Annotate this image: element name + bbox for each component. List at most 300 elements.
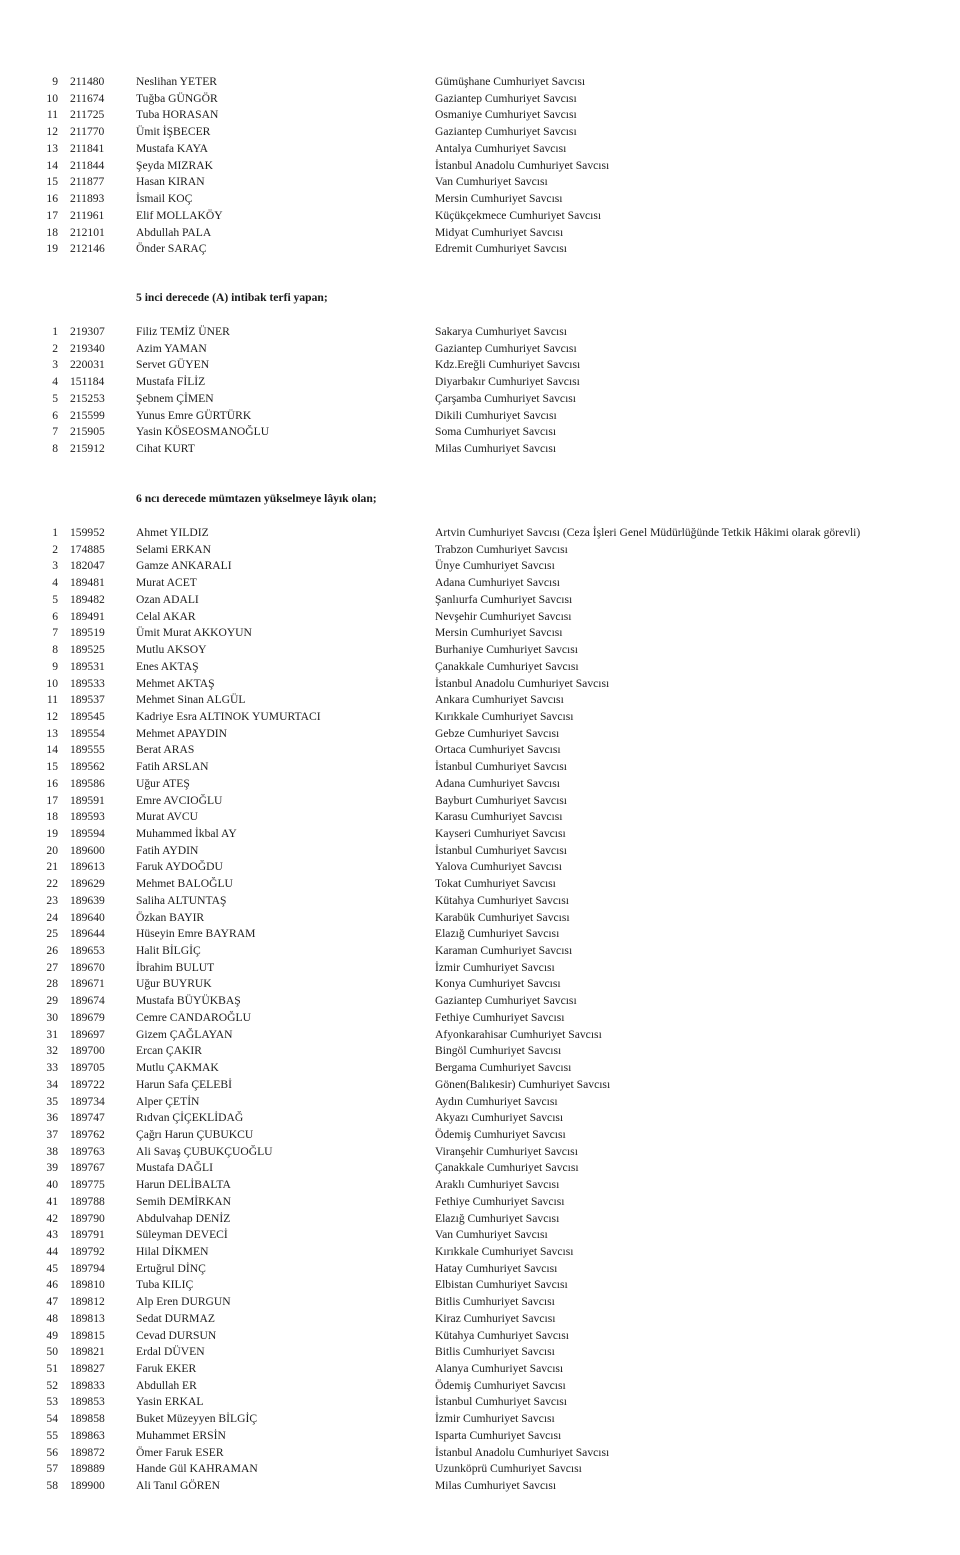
person-name: Mutlu AKSOY <box>136 643 207 656</box>
person-name: Ahmet YILDIZ <box>136 526 209 539</box>
row-number: 12 <box>46 125 58 139</box>
row-number: 36 <box>46 1111 58 1125</box>
duty-station: Viranşehir Cumhuriyet Savcısı <box>435 1144 578 1158</box>
row-number: 16 <box>46 192 58 205</box>
sicil-number: 159952 <box>70 526 105 539</box>
sicil-number: 182047 <box>70 559 105 573</box>
person-name: Berat ARAS <box>136 743 195 757</box>
sicil-number: 189594 <box>70 827 105 840</box>
row-number: 10 <box>46 91 58 105</box>
row-number: 38 <box>46 1144 58 1158</box>
sicil-number: 189833 <box>70 1378 105 1392</box>
duty-station: Elazığ Cumhuriyet Savcısı <box>435 1211 560 1225</box>
person-name: Özkan BAYIR <box>136 910 205 924</box>
row-number: 19 <box>46 242 58 256</box>
person-name: Fatih AYDIN <box>136 843 199 857</box>
sicil-number: 189810 <box>70 1278 105 1292</box>
person-name: Ali Tanıl GÖREN <box>136 1479 220 1492</box>
row-number: 17 <box>46 208 58 222</box>
row-number: 28 <box>46 977 58 991</box>
duty-station: Dikili Cumhuriyet Savcısı <box>435 408 557 422</box>
sicil-number: 189858 <box>70 1412 105 1426</box>
row-number: 47 <box>46 1295 58 1309</box>
row-number: 9 <box>52 75 58 88</box>
row-number: 50 <box>46 1345 58 1359</box>
sicil-number: 189700 <box>70 1044 105 1058</box>
duty-station: Kırıkkale Cumhuriyet Savcısı <box>435 709 574 723</box>
person-name: Mehmet Sinan ALGÜL <box>136 693 246 707</box>
sicil-number: 189767 <box>70 1161 105 1175</box>
duty-station: Aydın Cumhuriyet Savcısı <box>435 1094 558 1108</box>
duty-station: Isparta Cumhuriyet Savcısı <box>435 1428 562 1442</box>
person-name: Murat ACET <box>136 576 197 590</box>
person-name: Süleyman DEVECİ <box>136 1228 228 1242</box>
person-name: Ümit Murat AKKOYUN <box>136 626 252 640</box>
person-name: Rıdvan ÇİÇEKLİDAĞ <box>136 1111 244 1125</box>
row-number: 31 <box>46 1027 58 1041</box>
sicil-number: 189827 <box>70 1362 105 1375</box>
row-number: 1 <box>52 325 58 338</box>
duty-station: Ödemiş Cumhuriyet Savcısı <box>435 1127 566 1141</box>
sicil-number: 189533 <box>70 676 105 690</box>
row-number: 6 <box>52 609 58 623</box>
sicil-number: 219340 <box>70 341 105 355</box>
duty-station: Fethiye Cumhuriyet Savcısı <box>435 1010 565 1024</box>
sicil-number: 189722 <box>70 1077 105 1091</box>
sicil-number: 211725 <box>70 108 105 122</box>
person-name: Murat AVCU <box>136 810 198 824</box>
person-name: Erdal DÜVEN <box>136 1345 205 1359</box>
person-name: Faruk AYDOĞDU <box>136 860 223 874</box>
duty-station: İstanbul Cumhuriyet Savcısı <box>435 843 568 857</box>
sicil-number: 189519 <box>70 626 105 640</box>
person-name: Tuğba GÜNGÖR <box>136 91 218 105</box>
duty-station: Gaziantep Cumhuriyet Savcısı <box>435 91 577 105</box>
duty-station: Antalya Cumhuriyet Savcısı <box>435 141 567 155</box>
person-name: Servet GÜYEN <box>136 358 210 372</box>
duty-station: Milas Cumhuriyet Savcısı <box>435 442 557 455</box>
row-number: 17 <box>46 793 58 807</box>
duty-station: Van Cumhuriyet Savcısı <box>435 175 548 189</box>
row-number: 14 <box>46 158 58 172</box>
sicil-number: 215905 <box>70 425 105 439</box>
row-number: 4 <box>52 375 58 389</box>
sicil-number: 189705 <box>70 1061 105 1074</box>
sicil-number: 189872 <box>70 1445 105 1459</box>
person-name: Enes AKTAŞ <box>136 659 199 673</box>
sicil-number: 189812 <box>70 1295 105 1309</box>
sicil-number: 189670 <box>70 960 105 974</box>
person-name: Ercan ÇAKIR <box>136 1044 203 1058</box>
person-name: Ertuğrul DİNÇ <box>136 1261 206 1275</box>
row-number: 21 <box>46 860 58 874</box>
row-number: 22 <box>46 877 58 891</box>
duty-station: İstanbul Anadolu Cumhuriyet Savcısı <box>435 676 610 690</box>
sicil-number: 189863 <box>70 1428 105 1442</box>
row-number: 13 <box>46 141 58 155</box>
person-name: Muhammet ERSİN <box>136 1428 226 1442</box>
row-number: 15 <box>46 760 58 774</box>
person-name: Tuba HORASAN <box>136 108 219 122</box>
sicil-number: 174885 <box>70 542 105 556</box>
row-number: 18 <box>46 225 58 239</box>
row-number: 43 <box>46 1228 58 1242</box>
row-number: 3 <box>52 358 58 372</box>
person-name: Emre AVCIOĞLU <box>136 793 223 807</box>
sicil-number: 189537 <box>70 693 105 707</box>
sicil-number: 189554 <box>70 726 105 740</box>
duty-station: Adana Cumhuriyet Savcısı <box>435 776 560 790</box>
duty-station: Karaman Cumhuriyet Savcısı <box>435 944 573 957</box>
duty-station: Ortaca Cumhuriyet Savcısı <box>435 743 561 757</box>
row-number: 7 <box>52 425 58 439</box>
duty-station: Afyonkarahisar Cumhuriyet Savcısı <box>435 1027 602 1041</box>
sicil-number: 189545 <box>70 709 105 723</box>
person-name: Yunus Emre GÜRTÜRK <box>136 408 252 422</box>
duty-station: Yalova Cumhuriyet Savcısı <box>435 860 562 874</box>
row-number: 12 <box>46 709 58 723</box>
duty-station: Küçükçekmece Cumhuriyet Savcısı <box>435 208 602 222</box>
row-number: 16 <box>46 776 58 790</box>
sicil-number: 189813 <box>70 1311 105 1325</box>
duty-station: Gaziantep Cumhuriyet Savcısı <box>435 994 577 1008</box>
duty-station: Karabük Cumhuriyet Savcısı <box>435 910 570 924</box>
row-number: 10 <box>46 676 58 690</box>
person-name: Gizem ÇAĞLAYAN <box>136 1027 233 1041</box>
duty-station: Nevşehir Cumhuriyet Savcısı <box>435 609 572 623</box>
person-name: Yasin ERKAL <box>136 1395 204 1409</box>
person-name: Alper ÇETİN <box>136 1094 200 1108</box>
person-name: Cevad DURSUN <box>136 1328 217 1342</box>
person-name: Abdullah PALA <box>136 225 212 239</box>
duty-station: Bitlis Cumhuriyet Savcısı <box>435 1345 555 1359</box>
row-number: 8 <box>52 643 58 656</box>
sicil-number: 189593 <box>70 810 105 824</box>
row-number: 57 <box>46 1462 58 1476</box>
person-name: Fatih ARSLAN <box>136 760 209 774</box>
row-number: 40 <box>46 1178 58 1192</box>
row-number: 56 <box>46 1445 58 1459</box>
section-heading: 5 inci derecede (A) intibak terfi yapan; <box>136 291 328 304</box>
person-name: Mehmet BALOĞLU <box>136 877 233 891</box>
sicil-number: 212146 <box>70 242 105 256</box>
duty-station: Uzunköprü Cumhuriyet Savcısı <box>435 1462 582 1476</box>
sicil-number: 189653 <box>70 944 105 957</box>
duty-station: Gaziantep Cumhuriyet Savcısı <box>435 341 577 355</box>
sicil-number: 189674 <box>70 994 105 1008</box>
sicil-number: 189640 <box>70 910 105 924</box>
duty-station: Bergama Cumhuriyet Savcısı <box>435 1061 572 1074</box>
duty-station: Adana Cumhuriyet Savcısı <box>435 576 560 590</box>
person-name: Kadriye Esra ALTINOK YUMURTACI <box>136 709 321 723</box>
person-name: Uğur BUYRUK <box>136 977 212 991</box>
row-number: 18 <box>46 810 58 824</box>
duty-station: Artvin Cumhuriyet Savcısı (Ceza İşleri Genel Müdürlüğünde Tetkik Hâkimi olarak görevli) <box>435 526 861 539</box>
sicil-number: 151184 <box>70 375 105 389</box>
person-name: Selami ERKAN <box>136 542 212 556</box>
sicil-number: 189697 <box>70 1027 105 1041</box>
row-number: 52 <box>46 1378 58 1392</box>
duty-station: Araklı Cumhuriyet Savcısı <box>435 1178 560 1192</box>
row-number: 51 <box>46 1362 58 1375</box>
person-name: Tuba KILIÇ <box>136 1278 194 1292</box>
row-number: 5 <box>52 391 58 405</box>
row-number: 23 <box>46 893 58 907</box>
person-name: Mustafa BÜYÜKBAŞ <box>136 994 241 1008</box>
duty-station: Gebze Cumhuriyet Savcısı <box>435 726 560 740</box>
sicil-number: 212101 <box>70 225 105 239</box>
duty-station: Sakarya Cumhuriyet Savcısı <box>435 325 568 338</box>
duty-station: Van Cumhuriyet Savcısı <box>435 1228 548 1242</box>
duty-station: İstanbul Anadolu Cumhuriyet Savcısı <box>435 1445 610 1459</box>
duty-station: Konya Cumhuriyet Savcısı <box>435 977 561 991</box>
row-number: 42 <box>46 1211 58 1225</box>
sicil-number: 211893 <box>70 192 105 205</box>
sicil-number: 189788 <box>70 1194 105 1208</box>
sicil-number: 189794 <box>70 1261 105 1275</box>
duty-station: Kütahya Cumhuriyet Savcısı <box>435 893 569 907</box>
person-name: Muhammed İkbal AY <box>136 827 237 840</box>
row-number: 48 <box>46 1311 58 1325</box>
row-number: 7 <box>52 626 58 640</box>
sicil-number: 189491 <box>70 609 105 623</box>
duty-station: Elbistan Cumhuriyet Savcısı <box>435 1278 568 1292</box>
sicil-number: 220031 <box>70 358 105 372</box>
sicil-number: 189889 <box>70 1462 105 1476</box>
duty-station: Alanya Cumhuriyet Savcısı <box>435 1362 564 1375</box>
row-number: 2 <box>52 542 58 556</box>
duty-station: Mersin Cumhuriyet Savcısı <box>435 192 563 205</box>
person-name: Ali Savaş ÇUBUKÇUOĞLU <box>136 1144 273 1158</box>
sicil-number: 189671 <box>70 977 105 991</box>
person-name: Abdulvahap DENİZ <box>136 1211 231 1225</box>
sicil-number: 211961 <box>70 208 105 222</box>
duty-station: Gönen(Balıkesir) Cumhuriyet Savcısı <box>435 1077 611 1091</box>
person-name: Cihat KURT <box>136 442 195 455</box>
sicil-number: 211674 <box>70 91 105 105</box>
duty-station: Çarşamba Cumhuriyet Savcısı <box>435 391 577 405</box>
person-name: Harun DELİBALTA <box>136 1178 231 1192</box>
duty-station: Burhaniye Cumhuriyet Savcısı <box>435 643 578 656</box>
duty-station: Edremit Cumhuriyet Savcısı <box>435 242 568 256</box>
person-name: Mehmet APAYDIN <box>136 726 227 740</box>
person-name: Elif MOLLAKÖY <box>136 208 223 222</box>
sicil-number: 189815 <box>70 1328 105 1342</box>
sicil-number: 189900 <box>70 1479 105 1492</box>
sicil-number: 189763 <box>70 1144 105 1158</box>
duty-station: Kütahya Cumhuriyet Savcısı <box>435 1328 569 1342</box>
sicil-number: 189555 <box>70 743 105 757</box>
sicil-number: 189639 <box>70 893 105 907</box>
row-number: 5 <box>52 592 58 606</box>
sicil-number: 189762 <box>70 1127 105 1141</box>
duty-station: Kırıkkale Cumhuriyet Savcısı <box>435 1245 574 1258</box>
sicil-number: 215912 <box>70 442 105 455</box>
duty-station: Osmaniye Cumhuriyet Savcısı <box>435 108 577 122</box>
person-name: Gamze ANKARALI <box>136 559 232 573</box>
sicil-number: 219307 <box>70 325 105 338</box>
duty-station: Karasu Cumhuriyet Savcısı <box>435 810 563 824</box>
sicil-number: 189853 <box>70 1395 105 1409</box>
person-name: Abdullah ER <box>136 1378 197 1392</box>
sicil-number: 189531 <box>70 659 105 673</box>
row-number: 1 <box>52 526 58 539</box>
row-number: 13 <box>46 726 58 740</box>
row-number: 45 <box>46 1261 58 1275</box>
duty-station: Ünye Cumhuriyet Savcısı <box>435 559 555 573</box>
person-name: Hilal DİKMEN <box>136 1245 209 1258</box>
sicil-number: 189791 <box>70 1228 105 1242</box>
sicil-number: 189591 <box>70 793 105 807</box>
duty-station: Midyat Cumhuriyet Savcısı <box>435 225 564 239</box>
section-heading: 6 ncı derecede mümtazen yükselmeye lâyık olan; <box>136 492 377 505</box>
row-number: 15 <box>46 175 58 189</box>
person-name: Şeyda MIZRAK <box>136 158 213 172</box>
row-number: 41 <box>46 1194 58 1208</box>
row-number: 9 <box>52 659 58 673</box>
duty-station: İzmir Cumhuriyet Savcısı <box>435 1412 555 1426</box>
person-name: Ümit İŞBECER <box>136 125 211 139</box>
duty-station: Gümüşhane Cumhuriyet Savcısı <box>435 75 586 88</box>
person-name: Şebnem ÇİMEN <box>136 391 214 405</box>
person-name: Semih DEMİRKAN <box>136 1194 232 1208</box>
person-name: Harun Safa ÇELEBİ <box>136 1077 232 1091</box>
sicil-number: 189629 <box>70 877 105 891</box>
person-name: Filiz TEMİZ ÜNER <box>136 325 230 338</box>
person-name: Mutlu ÇAKMAK <box>136 1061 219 1074</box>
person-name: Önder SARAÇ <box>136 242 207 256</box>
sicil-number: 189586 <box>70 776 105 790</box>
person-name: Mustafa DAĞLI <box>136 1161 213 1175</box>
row-number: 11 <box>46 108 58 122</box>
person-name: Halit BİLGİÇ <box>136 944 201 957</box>
row-number: 34 <box>46 1077 58 1091</box>
sicil-number: 189613 <box>70 860 105 874</box>
row-number: 27 <box>46 960 58 974</box>
duty-station: Çanakkale Cumhuriyet Savcısı <box>435 1161 579 1175</box>
duty-station: Bayburt Cumhuriyet Savcısı <box>435 793 568 807</box>
row-number: 6 <box>52 408 58 422</box>
person-name: Celal AKAR <box>136 609 196 623</box>
row-number: 14 <box>46 743 58 757</box>
person-name: Yasin KÖSEOSMANOĞLU <box>136 425 270 439</box>
sicil-number: 189747 <box>70 1111 105 1125</box>
sicil-number: 189679 <box>70 1010 105 1024</box>
duty-station: Tokat Cumhuriyet Savcısı <box>435 877 556 891</box>
row-number: 11 <box>46 693 58 707</box>
sicil-number: 189481 <box>70 576 105 590</box>
duty-station: Ankara Cumhuriyet Savcısı <box>435 693 564 707</box>
person-name: Cemre CANDAROĞLU <box>136 1010 251 1024</box>
duty-station: Diyarbakır Cumhuriyet Savcısı <box>435 375 580 389</box>
sicil-number: 189525 <box>70 643 105 656</box>
duty-station: Çanakkale Cumhuriyet Savcısı <box>435 659 579 673</box>
person-name: Sedat DURMAZ <box>136 1311 215 1325</box>
person-name: Saliha ALTUNTAŞ <box>136 893 227 907</box>
duty-station: Hatay Cumhuriyet Savcısı <box>435 1261 558 1275</box>
row-number: 24 <box>46 910 58 924</box>
sicil-number: 189790 <box>70 1211 105 1225</box>
person-name: Mustafa KAYA <box>136 141 209 155</box>
person-name: Hüseyin Emre BAYRAM <box>136 927 256 941</box>
duty-station: Milas Cumhuriyet Savcısı <box>435 1479 557 1492</box>
duty-station: Fethiye Cumhuriyet Savcısı <box>435 1194 565 1208</box>
row-number: 8 <box>52 442 58 455</box>
person-name: Ozan ADALI <box>136 592 199 606</box>
row-number: 49 <box>46 1328 58 1342</box>
duty-station: Mersin Cumhuriyet Savcısı <box>435 626 563 640</box>
person-name: İsmail KOÇ <box>136 192 193 205</box>
person-name: Buket Müzeyyen BİLGİÇ <box>136 1412 258 1426</box>
person-name: Uğur ATEŞ <box>136 776 190 790</box>
person-name: Faruk EKER <box>136 1362 197 1375</box>
sicil-number: 211844 <box>70 158 105 172</box>
row-number: 39 <box>46 1161 58 1175</box>
sicil-number: 189775 <box>70 1178 105 1192</box>
person-name: Alp Eren DURGUN <box>136 1295 231 1309</box>
row-number: 55 <box>46 1428 58 1442</box>
row-number: 58 <box>46 1479 58 1492</box>
row-number: 33 <box>46 1061 58 1074</box>
sicil-number: 215253 <box>70 391 105 405</box>
row-number: 30 <box>46 1010 58 1024</box>
sicil-number: 211877 <box>70 175 105 189</box>
person-name: Çağrı Harun ÇUBUKCU <box>136 1127 254 1141</box>
person-name: Mustafa FİLİZ <box>136 375 206 389</box>
row-number: 53 <box>46 1395 58 1409</box>
duty-station: Kayseri Cumhuriyet Savcısı <box>435 827 566 840</box>
duty-station: Soma Cumhuriyet Savcısı <box>435 425 557 439</box>
duty-station: Akyazı Cumhuriyet Savcısı <box>435 1111 564 1125</box>
sicil-number: 189792 <box>70 1245 105 1258</box>
duty-station: İzmir Cumhuriyet Savcısı <box>435 960 555 974</box>
person-name: Mehmet AKTAŞ <box>136 676 215 690</box>
sicil-number: 189482 <box>70 592 105 606</box>
duty-station: İstanbul Cumhuriyet Savcısı <box>435 760 568 774</box>
sicil-number: 189821 <box>70 1345 105 1359</box>
row-number: 20 <box>46 843 58 857</box>
person-name: Hande Gül KAHRAMAN <box>136 1462 258 1476</box>
row-number: 46 <box>46 1278 58 1292</box>
duty-station: Ödemiş Cumhuriyet Savcısı <box>435 1378 566 1392</box>
duty-station: İstanbul Anadolu Cumhuriyet Savcısı <box>435 158 610 172</box>
row-number: 2 <box>52 341 58 355</box>
sicil-number: 189734 <box>70 1094 105 1108</box>
sicil-number: 189562 <box>70 760 105 774</box>
row-number: 29 <box>46 994 58 1008</box>
person-name: Hasan KIRAN <box>136 175 205 189</box>
person-name: Ömer Faruk ESER <box>136 1445 224 1459</box>
duty-station: Elazığ Cumhuriyet Savcısı <box>435 927 560 941</box>
sicil-number: 211480 <box>70 75 105 88</box>
row-number: 19 <box>46 827 58 840</box>
duty-station: Şanlıurfa Cumhuriyet Savcısı <box>435 592 573 606</box>
sicil-number: 189644 <box>70 927 105 941</box>
duty-station: Kdz.Ereğli Cumhuriyet Savcısı <box>435 358 581 372</box>
row-number: 54 <box>46 1412 58 1426</box>
duty-station: Kiraz Cumhuriyet Savcısı <box>435 1311 556 1325</box>
sicil-number: 211841 <box>70 141 105 155</box>
sicil-number: 189600 <box>70 843 105 857</box>
duty-station: Gaziantep Cumhuriyet Savcısı <box>435 125 577 139</box>
person-name: Azim YAMAN <box>136 341 207 355</box>
person-name: Neslihan YETER <box>136 75 218 88</box>
row-number: 25 <box>46 927 58 941</box>
row-number: 35 <box>46 1094 58 1108</box>
person-name: İbrahim BULUT <box>136 960 215 974</box>
duty-station: Bingöl Cumhuriyet Savcısı <box>435 1044 562 1058</box>
row-number: 37 <box>46 1127 58 1141</box>
